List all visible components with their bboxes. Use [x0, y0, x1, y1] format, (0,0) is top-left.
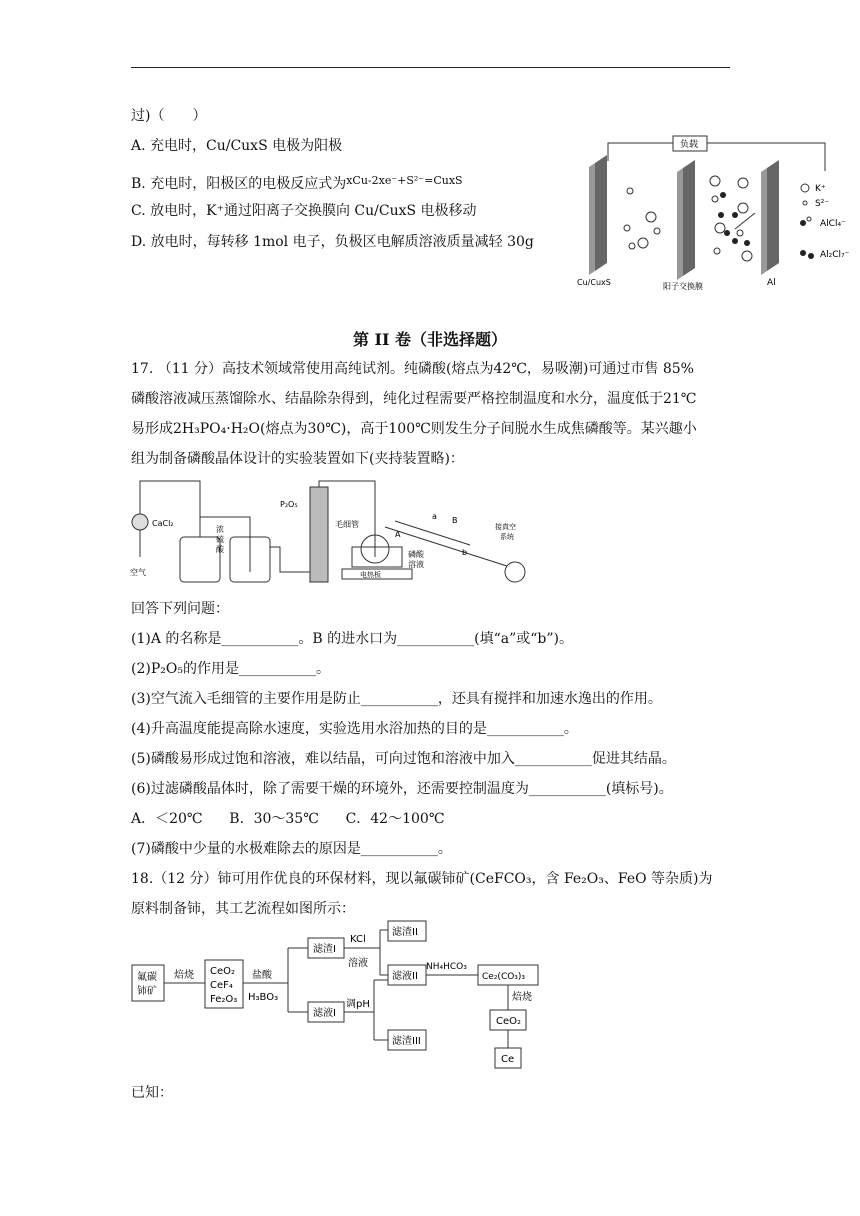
svg-text:CeO₂: CeO₂: [496, 1016, 522, 1027]
svg-text:铈矿: 铈矿: [137, 986, 157, 997]
svg-text:空气: 空气: [130, 568, 146, 577]
q17-question-1: (1)A 的名称是___________。B 的进水口为___________(填“a”或“b”)。: [131, 631, 573, 647]
apparatus-diagram: [130, 477, 560, 592]
svg-text:调pH: 调pH: [346, 999, 370, 1010]
header-rule: [131, 67, 730, 68]
svg-text:酸: 酸: [216, 545, 224, 554]
svg-text:CeF₄: CeF₄: [210, 980, 233, 991]
svg-text:Al₂Cl₇⁻: Al₂Cl₇⁻: [820, 250, 850, 260]
svg-text:B: B: [452, 516, 458, 525]
q17-question-2: (2)P₂O₅的作用是___________。: [131, 661, 330, 677]
svg-text:氟碳: 氟碳: [137, 972, 157, 983]
svg-text:AlCl₄⁻: AlCl₄⁻: [820, 219, 846, 229]
svg-text:H₃BO₃: H₃BO₃: [248, 992, 279, 1003]
svg-text:溶液: 溶液: [408, 560, 424, 569]
q17-intro-4: 组为制备磷酸晶体设计的实验装置如下(夹持装置略)：: [131, 451, 464, 467]
q17-options: A．＜20℃ B．30～35℃ C．42～100℃: [131, 811, 445, 827]
svg-text:KCl: KCl: [350, 934, 366, 945]
svg-text:毛细管: 毛细管: [335, 520, 359, 529]
q16-option-d: D. 放电时，每转移 1mol 电子，负极区电解质溶液质量减轻 30g: [131, 234, 534, 250]
load-label: 负载: [680, 140, 699, 150]
svg-text:焙烧: 焙烧: [512, 992, 532, 1003]
svg-text:滤渣III: 滤渣III: [392, 1036, 421, 1047]
q17-question-7: (7)磷酸中少量的水极难除去的原因是___________。: [131, 841, 452, 857]
svg-text:A: A: [395, 530, 401, 539]
svg-text:系统: 系统: [500, 533, 514, 541]
membrane-label: 阳子交换膜: [663, 282, 703, 291]
svg-text:接真空: 接真空: [495, 523, 516, 531]
q16-option-b: B. 充电时，阳极区的电极反应式为$^{xCu-2xe^-+S^{2-}=CuxS}$: [131, 174, 463, 192]
flowchart: [130, 920, 540, 1072]
svg-text:电热板: 电热板: [360, 571, 381, 579]
q18-known: 已知：: [131, 1085, 173, 1101]
gas-bottles: [180, 517, 300, 582]
svg-text:滤渣I: 滤渣I: [313, 944, 336, 955]
svg-text:a: a: [432, 512, 437, 521]
svg-text:盐酸: 盐酸: [252, 970, 272, 981]
legend: [800, 184, 850, 260]
q17-question-4: (4)升高温度能提高除水速度，实验选用水浴加热的目的是___________。: [131, 721, 578, 737]
q18-intro-2: 原料制备铈，其工艺流程如图所示：: [131, 901, 355, 917]
q17-question-5: (5)磷酸易形成过饱和溶液，难以结晶，可向过饱和溶液中加入___________促进其结晶。: [131, 751, 676, 767]
svg-text:滤液I: 滤液I: [313, 1008, 336, 1019]
svg-text:滤液II: 滤液II: [392, 971, 418, 982]
svg-text:P₂O₅: P₂O₅: [280, 500, 298, 509]
svg-text:Ce₂(CO₃)₃: Ce₂(CO₃)₃: [482, 972, 526, 982]
q17-question-3: (3)空气流入毛细管的主要作用是防止___________，还具有搅拌和加速水逸出的作用。: [131, 691, 662, 707]
membrane: [677, 160, 695, 280]
svg-text:K⁺: K⁺: [815, 184, 826, 194]
q17-intro-2: 磷酸溶液减压蒸馏除水、结晶除杂得到，纯化过程需要严格控制温度和水分，温度低于21℃: [131, 391, 697, 407]
right-electrode-label: Al: [767, 278, 776, 288]
svg-text:浓: 浓: [216, 525, 224, 534]
left-electrode: [589, 155, 607, 275]
svg-text:S²⁻: S²⁻: [815, 199, 830, 209]
q17-prompt: 回答下列问题：: [131, 601, 229, 617]
svg-text:NH₄HCO₃: NH₄HCO₃: [426, 962, 467, 972]
q16-option-c: C. 放电时，K⁺通过阳离子交换膜向 Cu/CuxS 电极移动: [131, 203, 477, 219]
battery-wires: [608, 136, 825, 171]
svg-text:焙烧: 焙烧: [174, 970, 194, 981]
q16-option-a: A. 充电时，Cu/CuxS 电极为阳极: [131, 138, 343, 154]
svg-text:CaCl₂: CaCl₂: [152, 519, 174, 528]
q17-intro-1: 17. （11 分）高技术领域常使用高纯试剂。纯磷酸(熔点为42℃，易吸潮)可通过市售 85%: [131, 361, 694, 377]
svg-text:溶液: 溶液: [348, 958, 368, 969]
svg-text:Ce: Ce: [501, 1054, 515, 1065]
svg-text:硫: 硫: [216, 535, 224, 544]
q18-intro-1: 18.（12 分）铈可用作优良的环保材料，现以氟碳铈矿(CeFCO₃，含 Fe₂O₃、FeO 等杂质)为: [131, 871, 713, 887]
anion-clusters: [718, 192, 750, 246]
svg-text:b: b: [462, 548, 468, 557]
svg-text:滤渣II: 滤渣II: [392, 927, 418, 938]
q17-question-6: (6)过滤磷酸晶体时，除了需要干燥的环境外，还需要控制温度为___________(填标号)。: [131, 781, 673, 797]
battery-diagram: [575, 133, 850, 295]
svg-text:CeO₂: CeO₂: [210, 966, 236, 977]
section-title: 第 II 卷（非选择题）: [352, 330, 508, 349]
svg-text:磷酸: 磷酸: [408, 550, 424, 559]
right-electrode: [761, 160, 779, 275]
q17-intro-3: 易形成2H₃PO₄·H₂O(熔点为30℃)，高于100℃则发生分子间脱水生成焦磷酸等。某兴趣小: [131, 421, 697, 437]
svg-text:Fe₂O₃: Fe₂O₃: [210, 994, 238, 1005]
left-electrode-label: Cu/CuxS: [577, 278, 611, 287]
q16-tail: 过)（ ）: [131, 108, 207, 124]
